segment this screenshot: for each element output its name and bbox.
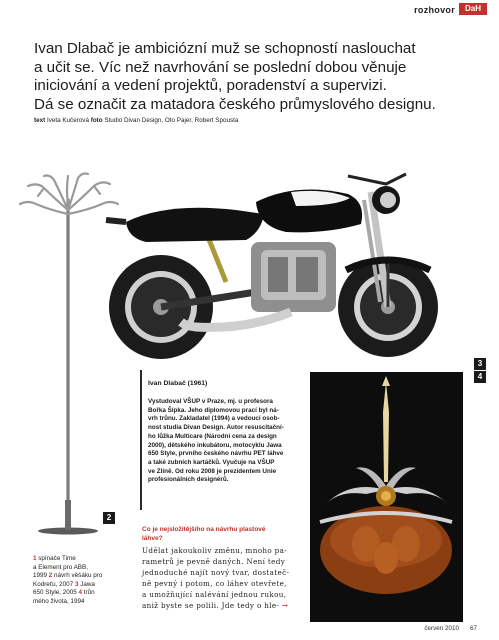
caption-text: trůn xyxy=(82,589,95,597)
bio-line: 2000), dětského inkubátoru, motocyklu Jawa xyxy=(148,441,282,449)
interview-question xyxy=(142,526,307,544)
figure-number-badge: 2 xyxy=(103,512,115,524)
bio-line: Vystudoval VŠUP v Praze, mj. u profesora xyxy=(148,398,273,405)
caption-number: 1 xyxy=(33,555,37,562)
credits-photo-label: foto xyxy=(90,117,103,124)
caption-line xyxy=(33,572,115,581)
lead-line: a učit se. Víc než navrhování se poslední dobou věnuje xyxy=(34,58,407,76)
issue-date: červen 2010 xyxy=(424,625,459,632)
caption-number: 3 xyxy=(74,580,79,588)
credits-line xyxy=(34,117,238,124)
figure-number-badge: 3 xyxy=(474,358,486,370)
bio-line: ve Zlíně. Od roku 2008 je prezidentem Unie xyxy=(148,467,277,475)
answer-line: ně pevný i potom, co láhev otevřete, xyxy=(142,578,287,588)
lead-line: Dá se označit za matadora českého průmyslového designu. xyxy=(34,95,436,113)
caption-text: návrh věšáku pro xyxy=(52,572,103,580)
credits-text-label: text xyxy=(34,117,46,124)
answer-line-text: aniž byste se polili. Jde tedy o hle- xyxy=(142,600,280,610)
caption-number: 2 xyxy=(48,572,53,580)
throne-photo xyxy=(310,372,463,622)
bio-line: vrh trůnu. Zakladatel (1994) a vedoucí osob- xyxy=(148,415,280,423)
caption-number: 4 xyxy=(78,589,83,597)
answer-line: Udělat jakoukoliv změnu, mnoho pa- xyxy=(142,546,288,555)
page-number: 67 xyxy=(469,625,477,632)
bio-line: a také zubních kartáčků. Vyučuje na VŠUP xyxy=(148,458,275,466)
caption-line xyxy=(33,589,115,598)
credits-text-author: Iveta Kučerová xyxy=(46,117,89,124)
lead-line: Ivan Dlabač je ambiciózní muž se schopností naslouchat xyxy=(34,40,416,57)
credits-photo-authors: Studio Divan Design, Oto Pajer, Robert Spousta xyxy=(104,117,239,124)
bio-line: ho lůžka Multicare (Národní cena za design xyxy=(148,432,277,440)
bio-line: profesionálních designérů. xyxy=(148,476,229,484)
caption-text: Kodreťu, 2007 xyxy=(33,580,75,588)
answer-line: a umožňující nalévání jednou rukou, xyxy=(142,589,287,599)
continue-arrow-icon: → xyxy=(281,600,289,610)
question-line: láhve? xyxy=(142,534,163,542)
bio-title: Ivan Dlabač (1961) xyxy=(148,380,208,387)
bio-line: nost studia Divan Design. Autor resuscitační- xyxy=(148,424,284,432)
caption-line: mého života, 1994 xyxy=(33,597,85,605)
figure-caption xyxy=(33,555,115,607)
bio-line: 650 Style, prvního českého návrhu PET láhve xyxy=(148,450,284,458)
interview-answer xyxy=(142,546,307,611)
lead-line: iniciování a vedení projektů, poradenství a supervizi. xyxy=(34,77,387,94)
answer-line: rametrů je pevně daných. Není tedy xyxy=(142,556,286,566)
caption-text: 1999 xyxy=(33,572,49,580)
lead-paragraph xyxy=(34,40,474,114)
answer-line xyxy=(142,601,307,612)
caption-line: a Element pro ABB, xyxy=(33,563,88,571)
caption-text: spínače Time xyxy=(36,555,76,562)
bio-text xyxy=(148,398,296,485)
magazine-badge: DaH xyxy=(459,3,487,15)
caption-text: Jawa xyxy=(78,580,95,588)
question-line: Co je nejsložitějšího na návrhu plastové xyxy=(142,526,266,533)
answer-line: jednoduché najít nový tvar, dostateč- xyxy=(142,567,290,577)
bio-line: Bořka Šípka. Jeho diplomovou prací byl ná- xyxy=(148,406,279,414)
figure-number-badge: 4 xyxy=(474,371,486,383)
motorcycle-photo xyxy=(86,162,464,367)
caption-line xyxy=(33,555,115,564)
section-label: rozhovor xyxy=(414,5,455,15)
caption-text: 650 Style, 2005 xyxy=(33,589,79,597)
